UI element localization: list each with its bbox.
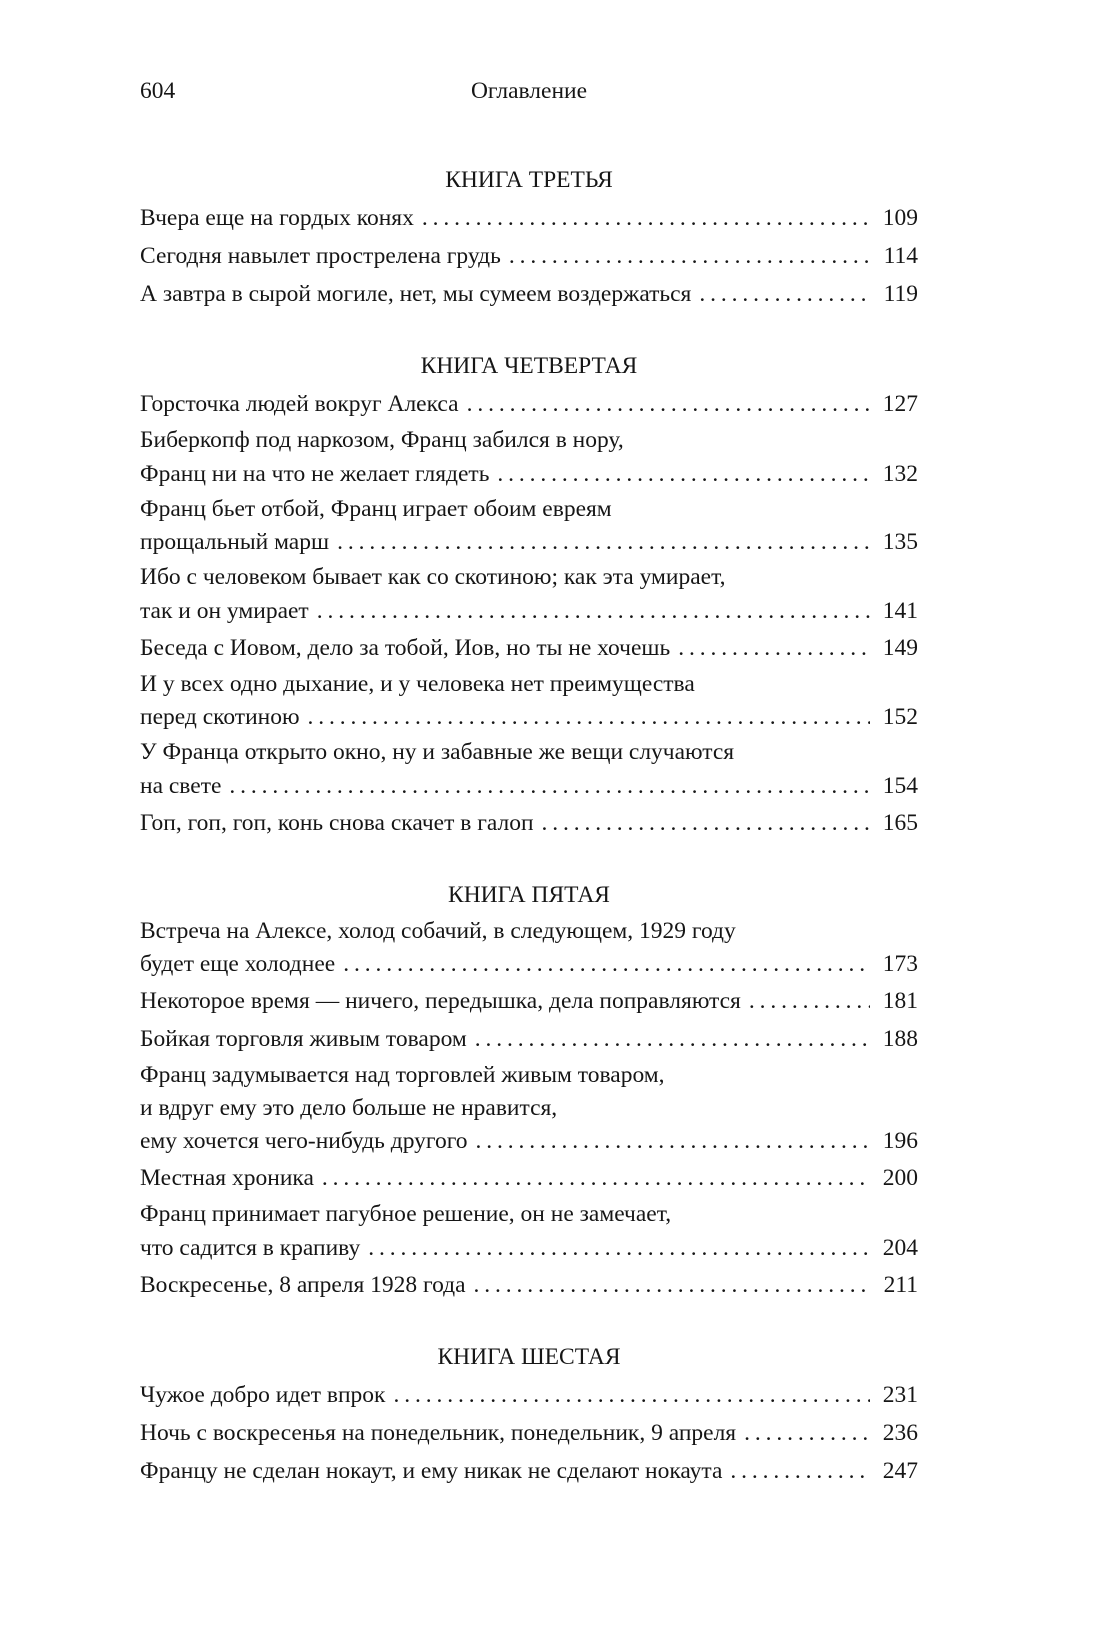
toc-entry-title: ему хочется чего-нибудь другого: [140, 1128, 468, 1154]
toc-entry-title: что садится в крапиву: [140, 1234, 361, 1261]
toc-entry: [140, 1377, 918, 1413]
toc-page-number: 204: [882, 1234, 918, 1261]
toc-entry-title: Францу не сделан нокаут, и ему никак не сделают нокаута: [140, 1457, 723, 1484]
running-title: Оглавление: [470, 78, 588, 104]
toc-entry: [140, 1059, 918, 1158]
toc-page-number: 152: [882, 704, 918, 730]
toc-entry-title: Горсточка людей вокруг Алекса: [140, 391, 459, 417]
toc-entry: [140, 424, 918, 491]
toc-page-number: 141: [882, 597, 918, 624]
toc-page-number: 149: [882, 634, 918, 661]
toc-page-number: 127: [882, 391, 918, 417]
toc-entry-last-line: [140, 1415, 918, 1451]
page-number: 604: [140, 78, 176, 104]
toc-entry-title: Сегодня навылет прострелена грудь: [140, 243, 501, 269]
toc-entry-title: Франц ни на что не желает глядеть: [140, 460, 490, 487]
toc-entry-title: на свете: [140, 772, 222, 799]
toc-entry-title: будет еще холоднее: [140, 951, 336, 977]
toc-entry-title: перед скотиною: [140, 704, 300, 730]
dot-leader: [678, 630, 870, 666]
toc-page-number: 181: [882, 988, 918, 1014]
toc-entry: [140, 1267, 918, 1303]
toc-entry-title: Бойкая торговля живым товаром: [140, 1026, 467, 1052]
toc-entry-title: Некоторое время — ничего, передышка, дела поправляются: [140, 988, 741, 1014]
toc-entry-last-line: [140, 1377, 918, 1413]
toc-entry: [140, 1160, 918, 1196]
toc-entry-last-line: [140, 238, 918, 274]
dot-leader: [699, 276, 870, 312]
toc-page-number: 135: [882, 529, 918, 555]
dot-leader: [749, 983, 870, 1019]
toc-entry-last-line: [140, 983, 918, 1019]
toc-entry-last-line: [140, 1124, 918, 1158]
toc-entry-last-line: [140, 457, 918, 491]
toc-entry-line: Биберкопф под наркозом, Франц забился в нору,: [140, 427, 624, 453]
toc-entry: [140, 1021, 918, 1057]
dot-leader: [497, 457, 870, 491]
toc-page-number: 211: [883, 1271, 918, 1298]
toc-section: [140, 1339, 918, 1489]
toc-entry: [140, 386, 918, 422]
toc-entry: [140, 1453, 918, 1489]
toc-entry-line: И у всех одно дыхание, и у человека нет преимущества: [140, 670, 695, 697]
toc-section: [140, 348, 918, 841]
toc-entry: [140, 238, 918, 274]
dot-leader: [475, 1021, 870, 1057]
dot-leader: [308, 700, 870, 734]
dot-leader: [467, 386, 870, 422]
dot-leader: [322, 1160, 870, 1196]
toc-page-number: 154: [882, 772, 918, 799]
page-header: [140, 78, 918, 118]
toc-entry-title: так и он умирает: [140, 597, 309, 624]
dot-leader: [368, 1231, 870, 1265]
toc-entry-last-line: [140, 1453, 918, 1489]
toc-page-number: 165: [882, 809, 918, 836]
toc-page-number: 247: [882, 1457, 918, 1484]
toc-entry-last-line: [140, 525, 918, 559]
toc-entry-last-line: [140, 1021, 918, 1057]
toc-entry-last-line: [140, 200, 918, 236]
toc-entry-title: Ночь с воскресенья на понедельник, понедельник, 9 апреля: [140, 1419, 737, 1446]
toc-entry-line: Франц задумывается над торговлей живым товаром,: [140, 1062, 665, 1088]
toc-entry-title: А завтра в сырой могиле, нет, мы сумеем воздержаться: [140, 281, 692, 307]
toc-entry-last-line: [140, 1160, 918, 1196]
dot-leader: [509, 238, 870, 274]
table-of-contents: [140, 162, 918, 1489]
toc-entry-line: Ибо с человеком бывает как со скотиною; как эта умирает,: [140, 564, 726, 590]
toc-entry: [140, 200, 918, 236]
toc-section: [140, 162, 918, 312]
toc-page-number: 132: [882, 460, 918, 487]
toc-entry-title: Беседа с Иовом, дело за тобой, Иов, но ты не хочешь: [140, 634, 671, 661]
toc-entry-line: Франц принимает пагубное решение, он не замечает,: [140, 1201, 672, 1227]
dot-leader: [476, 1124, 870, 1158]
book-title: КНИГА ШЕСТАЯ: [437, 1343, 621, 1370]
dot-leader: [542, 805, 870, 841]
toc-entry-last-line: [140, 386, 918, 422]
toc-entry-last-line: [140, 630, 918, 666]
toc-entry-last-line: [140, 769, 918, 803]
toc-entry-last-line: [140, 805, 918, 841]
toc-entry-line: и вдруг ему это дело больше не нравится,: [140, 1094, 558, 1121]
toc-entry: [140, 915, 918, 982]
toc-entry: [140, 561, 918, 628]
toc-entry: [140, 1198, 918, 1265]
dot-leader: [730, 1453, 870, 1489]
dot-leader: [474, 1267, 870, 1303]
toc-page-number: 188: [882, 1026, 918, 1052]
toc-entry: [140, 736, 918, 803]
book-title: КНИГА ТРЕТЬЯ: [445, 167, 613, 193]
toc-entry-title: Воскресенье, 8 апреля 1928 года: [140, 1271, 466, 1298]
toc-entry-title: Вчера еще на гордых конях: [140, 205, 414, 231]
dot-leader: [337, 525, 870, 559]
toc-section: [140, 877, 918, 1303]
toc-page-number: 119: [883, 281, 918, 307]
toc-entry: [140, 630, 918, 666]
toc-entry-last-line: [140, 1231, 918, 1265]
toc-entry-line: Франц бьет отбой, Франц играет обоим евреям: [140, 495, 612, 522]
dot-leader: [744, 1415, 870, 1451]
toc-entry-title: Чужое добро идет впрок: [140, 1381, 386, 1408]
dot-leader: [343, 947, 870, 981]
toc-page-number: 231: [882, 1381, 918, 1408]
toc-page-number: 173: [882, 951, 918, 977]
toc-entry: [140, 493, 918, 560]
toc-entry-title: Местная хроника: [140, 1165, 314, 1191]
toc-entry: [140, 805, 918, 841]
toc-entry: [140, 276, 918, 312]
toc-entry: [140, 983, 918, 1019]
toc-entry-title: прощальный марш: [140, 529, 330, 555]
toc-entry: [140, 668, 918, 735]
toc-entry-last-line: [140, 700, 918, 734]
toc-entry-line: У Франца открыто окно, ну и забавные же вещи случаются: [140, 739, 735, 765]
toc-entry-last-line: [140, 594, 918, 628]
book-title: КНИГА ПЯТАЯ: [448, 881, 610, 908]
toc-page-number: 200: [882, 1165, 918, 1191]
dot-leader: [317, 594, 870, 628]
toc-page-number: 196: [882, 1128, 918, 1154]
dot-leader: [422, 200, 870, 236]
toc-entry-last-line: [140, 1267, 918, 1303]
dot-leader: [393, 1377, 870, 1413]
toc-page-number: 109: [882, 205, 918, 231]
toc-entry-last-line: [140, 947, 918, 981]
toc-page-number: 236: [882, 1419, 918, 1446]
toc-entry: [140, 1415, 918, 1451]
book-title: КНИГА ЧЕТВЕРТАЯ: [420, 353, 638, 379]
toc-entry-last-line: [140, 276, 918, 312]
toc-entry-line: Встреча на Алексе, холод собачий, в следующем, 1929 году: [140, 917, 736, 944]
toc-page-number: 114: [883, 243, 918, 269]
toc-entry-title: Гоп, гоп, гоп, конь снова скачет в галоп: [140, 809, 534, 836]
dot-leader: [229, 769, 870, 803]
